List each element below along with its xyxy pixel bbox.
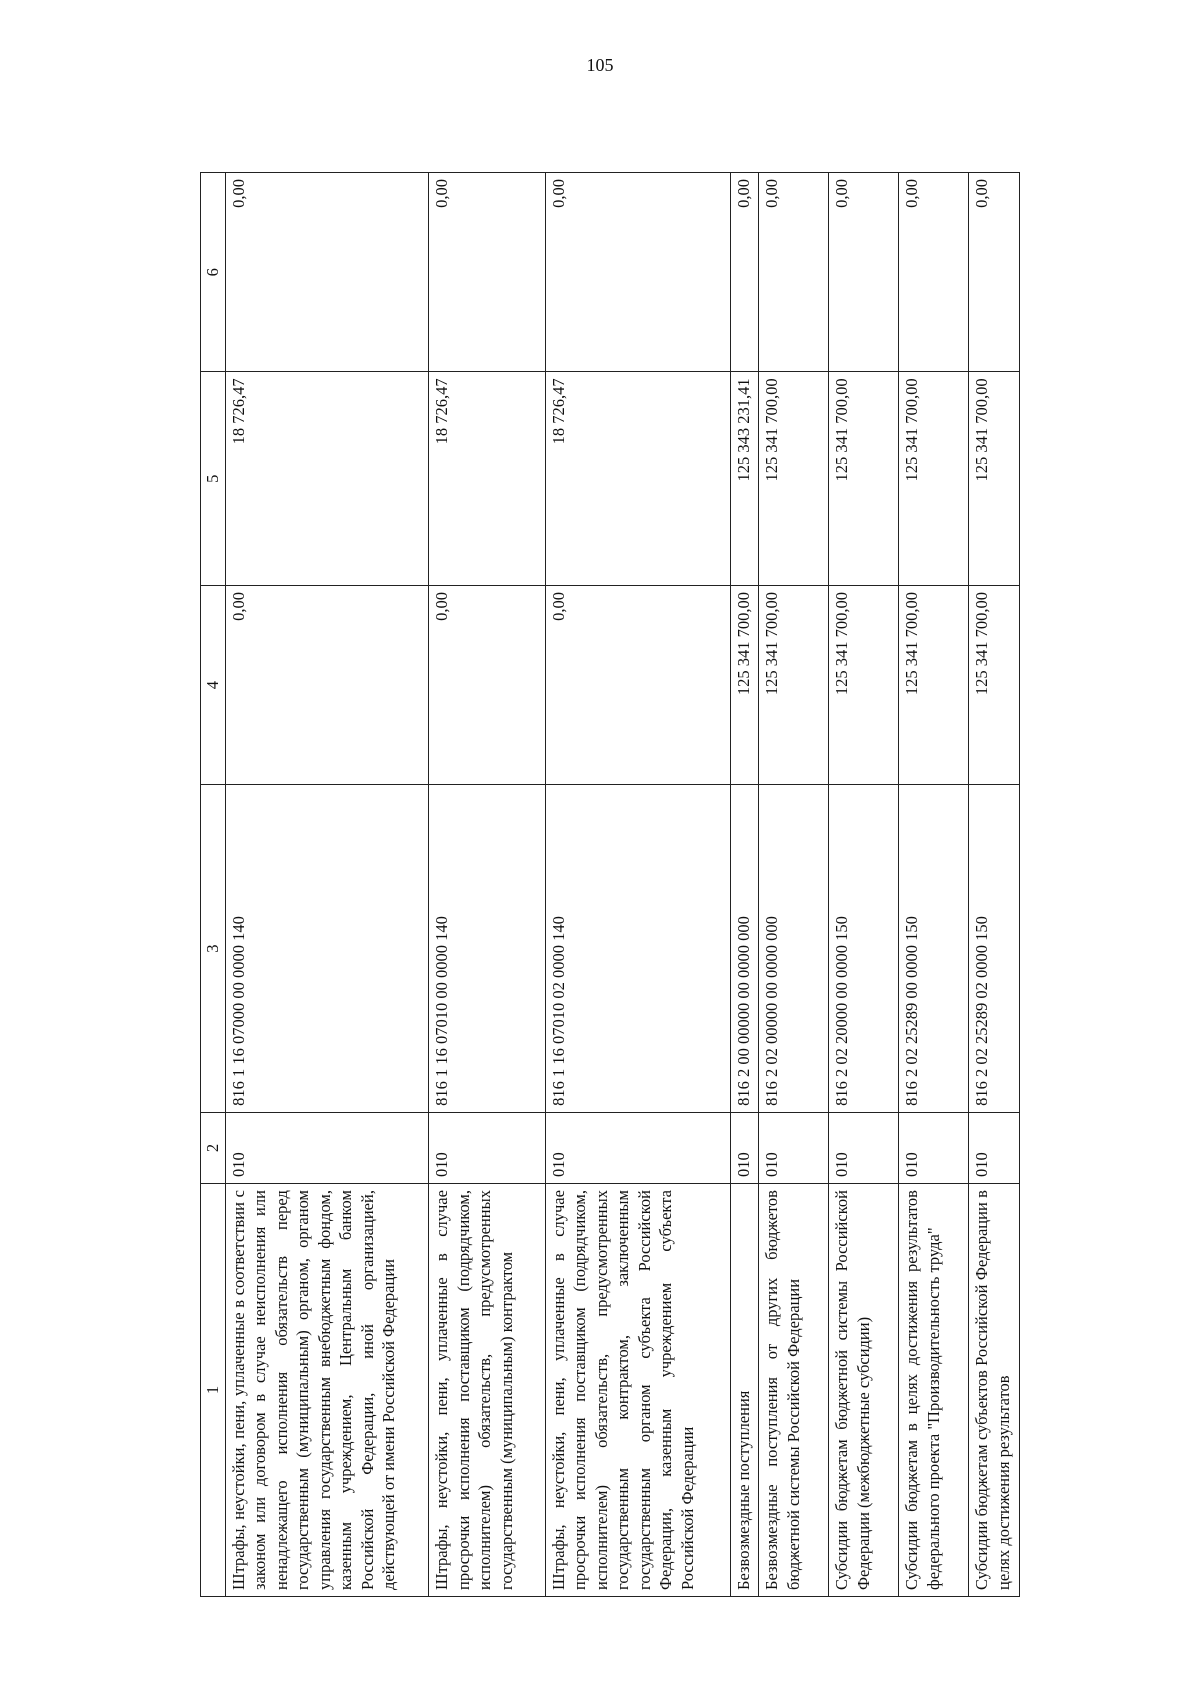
row-approved: 0,00 (545, 585, 730, 784)
row-name: Субсидии бюджетам в целях достижения результатов федерального проекта "Производительность труда" (899, 1184, 969, 1597)
row-name: Безвозмездные поступления (731, 1184, 759, 1597)
row-budget-code: 816 1 16 07010 00 0000 140 (429, 785, 546, 1113)
row-budget-code: 816 2 00 00000 00 0000 000 (731, 785, 759, 1113)
row-name: Безвозмездные поступления от других бюджетов бюджетной системы Российской Федерации (759, 1184, 829, 1597)
row-unexecuted: 0,00 (829, 173, 899, 372)
table-row (969, 173, 1020, 1597)
row-line-code: 010 (829, 1112, 899, 1183)
row-budget-code: 816 1 16 07000 00 0000 140 (226, 785, 429, 1113)
row-line-code: 010 (899, 1112, 969, 1183)
row-approved: 125 341 700,00 (899, 585, 969, 784)
row-unexecuted: 0,00 (429, 173, 546, 372)
row-unexecuted: 0,00 (899, 173, 969, 372)
row-name: Штрафы, неустойки, пени, уплаченные в случае просрочки исполнения поставщиком (подрядчиком, исполнителем) обязательств, предусмотренных государственным (муниципальным) контрактом (429, 1184, 546, 1597)
row-name: Штрафы, неустойки, пени, уплаченные в случае просрочки исполнения поставщиком (подрядчиком, исполнителем) обязательств, предусмотренных государственным контрактом, заключенным государственным органом субъекта Российской Федерации, казенным учреждением субъекта Российской Федерации (545, 1184, 730, 1597)
row-line-code: 010 (731, 1112, 759, 1183)
row-executed: 18 726,47 (429, 372, 546, 586)
row-executed: 18 726,47 (545, 372, 730, 586)
column-header: 4 (201, 585, 226, 784)
row-line-code: 010 (759, 1112, 829, 1183)
row-budget-code: 816 2 02 20000 00 0000 150 (829, 785, 899, 1113)
column-header: 5 (201, 372, 226, 586)
column-header: 1 (201, 1184, 226, 1597)
row-approved: 0,00 (429, 585, 546, 784)
row-approved: 125 341 700,00 (731, 585, 759, 784)
row-unexecuted: 0,00 (759, 173, 829, 372)
rotated-table-wrapper (200, 172, 1020, 1597)
row-name: Субсидии бюджетам бюджетной системы Российской Федерации (межбюджетные субсидии) (829, 1184, 899, 1597)
row-unexecuted: 0,00 (545, 173, 730, 372)
row-budget-code: 816 2 02 00000 00 0000 000 (759, 785, 829, 1113)
table-row (731, 173, 759, 1597)
table-row (899, 173, 969, 1597)
row-executed: 125 341 700,00 (759, 372, 829, 586)
column-header: 6 (201, 173, 226, 372)
row-approved: 125 341 700,00 (829, 585, 899, 784)
row-executed: 125 341 700,00 (829, 372, 899, 586)
row-budget-code: 816 1 16 07010 02 0000 140 (545, 785, 730, 1113)
row-budget-code: 816 2 02 25289 00 0000 150 (899, 785, 969, 1113)
header-row (201, 173, 226, 1597)
row-executed: 125 341 700,00 (969, 372, 1020, 586)
row-budget-code: 816 2 02 25289 02 0000 150 (969, 785, 1020, 1113)
row-executed: 125 341 700,00 (899, 372, 969, 586)
row-line-code: 010 (226, 1112, 429, 1183)
row-line-code: 010 (429, 1112, 546, 1183)
row-line-code: 010 (969, 1112, 1020, 1183)
table-row (545, 173, 730, 1597)
row-name: Штрафы, неустойки, пени, уплаченные в соответствии с законом или договором в случае неисполнения или ненадлежащего исполнения обязательств перед государственным (муниципальным) органом, органом управления государственным внебюджетным фондом, казенным учреждением, Центральным банком Российской Федерации, иной организацией, действующей от имени Российской Федерации (226, 1184, 429, 1597)
row-approved: 0,00 (226, 585, 429, 784)
column-header: 2 (201, 1112, 226, 1183)
row-unexecuted: 0,00 (969, 173, 1020, 372)
column-header: 3 (201, 785, 226, 1113)
table-row (226, 173, 429, 1597)
row-executed: 18 726,47 (226, 372, 429, 586)
row-name: Субсидии бюджетам субъектов Российской Федерации в целях достижения результатов (969, 1184, 1020, 1597)
row-approved: 125 341 700,00 (759, 585, 829, 784)
table-row (759, 173, 829, 1597)
row-unexecuted: 0,00 (731, 173, 759, 372)
row-approved: 125 341 700,00 (969, 585, 1020, 784)
row-executed: 125 343 231,41 (731, 372, 759, 586)
table-row (429, 173, 546, 1597)
row-line-code: 010 (545, 1112, 730, 1183)
page-number: 105 (586, 55, 614, 75)
row-unexecuted: 0,00 (226, 173, 429, 372)
revenue-table (200, 172, 1020, 1597)
table-row (829, 173, 899, 1597)
